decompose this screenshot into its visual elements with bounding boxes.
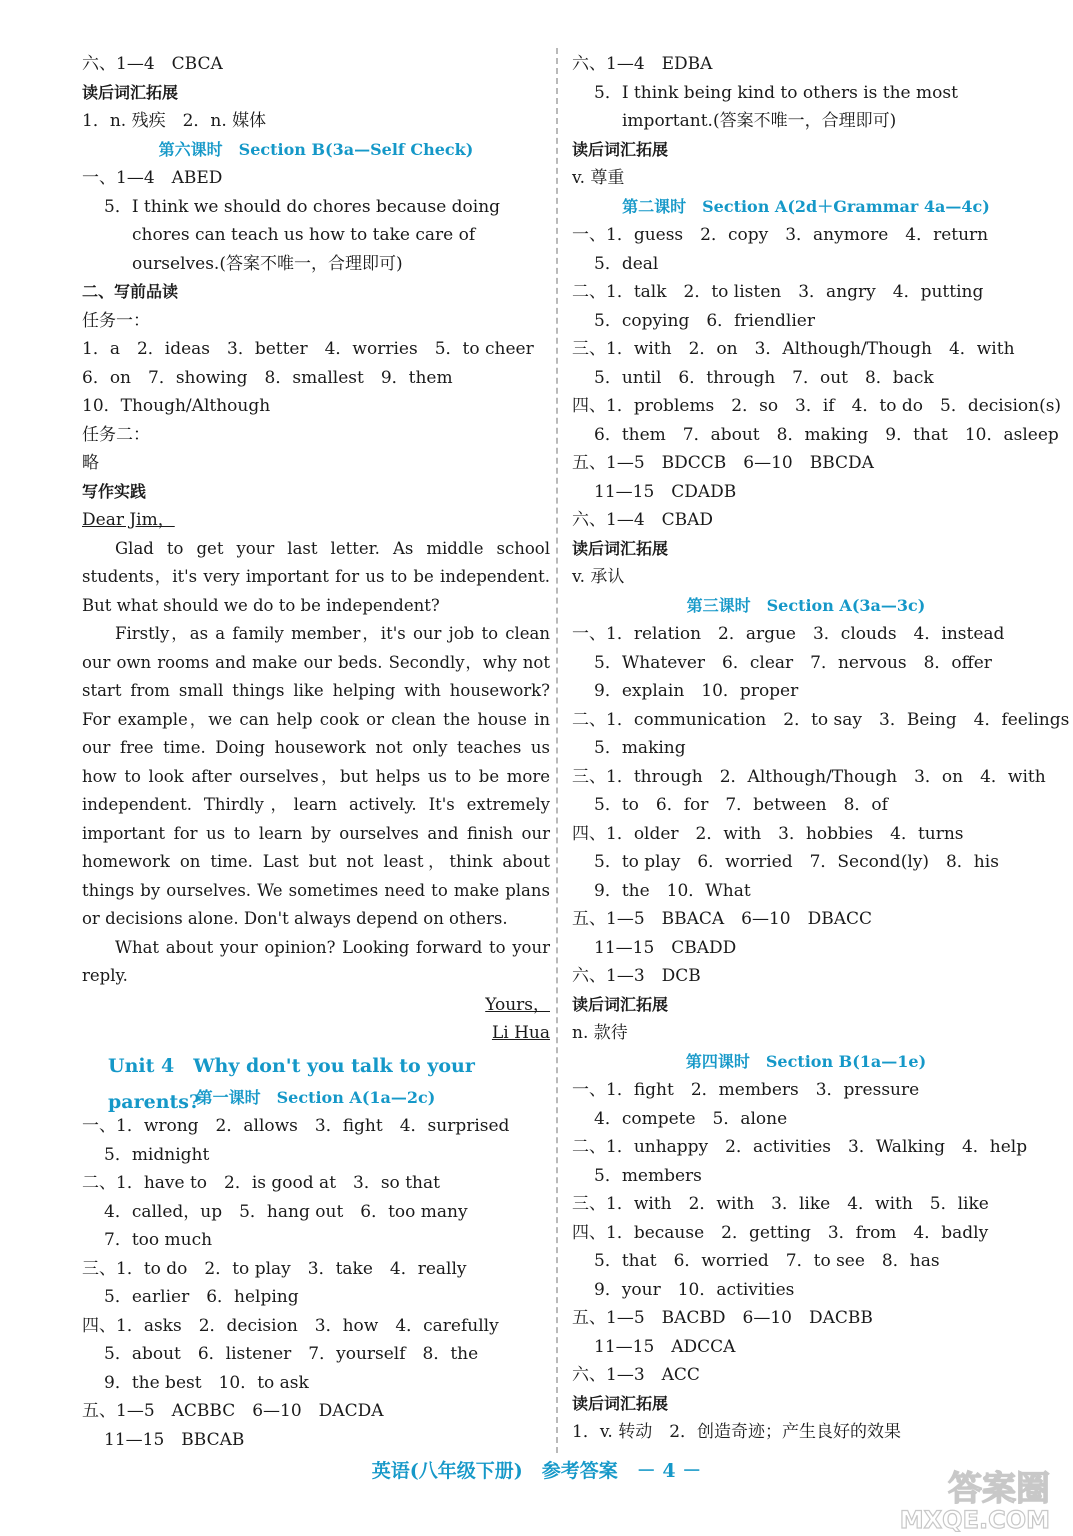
answer-line: 5．to 6．for 7．between 8．of [594, 795, 888, 815]
watermark-logo [855, 1462, 1055, 1532]
answer-line: 11—15 CBADD [594, 937, 737, 958]
answer-line: 四、1．problems 2．so 3．if 4．to do 5．decision(s) [572, 396, 1062, 416]
answer-line: 9．explain 10．proper [594, 681, 799, 701]
answer-line: 5．until 6．through 7．out 8．back [594, 367, 934, 388]
answer-line: 四、1．asks 2．decision 3．how 4．carefully [82, 1315, 499, 1336]
answer-line: 4．compete 5．alone [594, 1108, 788, 1129]
answer-line: 三、1．to do 2．to play 3．take 4．really [82, 1258, 467, 1279]
answer-line: chores can teach us how to take care of [132, 225, 476, 245]
answer-line: 任务一： [82, 310, 150, 331]
answer-line: 5．about 6．listener 7．yourself 8．the [104, 1344, 479, 1364]
answer-line: 一、1—4 ABED [82, 168, 223, 188]
answer-line: 7．too much [104, 1230, 213, 1250]
answer-line: 9．your 10．activities [594, 1279, 795, 1300]
section-heading: 读后词汇拓展 [572, 139, 669, 159]
letter-signature [82, 1019, 550, 1048]
answer-line: important.(答案不唯一，合理即可) [622, 111, 897, 131]
answer-line: ourselves.(答案不唯一，合理即可) [132, 253, 403, 274]
answer-line: 5．I think being kind to others is the most [594, 82, 958, 103]
lesson-heading: 第二课时 Section A(2d＋Grammar 4a—4c) [622, 196, 990, 216]
answer-line: 三、1．with 2．on 3．Although/Though 4．with [572, 339, 1015, 359]
answer-line: 11—15 ADCCA [594, 1336, 736, 1357]
lesson-heading: 第一课时 Section A(1a—2c) [196, 1087, 436, 1107]
lesson-heading: 第三课时 Section A(3a—3c) [686, 595, 926, 615]
answer-line: 三、1．with 2．with 3．like 4．with 5．like [572, 1194, 989, 1214]
answer-line: 一、1．guess 2．copy 3．anymore 4．return [572, 225, 989, 245]
section-heading: 写作实践 [82, 481, 147, 501]
answer-line: 五、1—5 ACBBC 6—10 DACDA [82, 1401, 384, 1421]
answer-line: 4．called，up 5．hang out 6．too many [104, 1201, 468, 1222]
answer-line: 一、1．fight 2．members 3．pressure [572, 1080, 920, 1100]
answer-line: 1．v. 转动 2．创造奇迹；产生良好的效果 [572, 1422, 902, 1442]
unit-title: Unit 4 Why don't you talk to your parents? [108, 1054, 475, 1113]
answer-line: 略 [82, 453, 99, 473]
answer-line: 5．earlier 6．helping [104, 1287, 299, 1307]
answer-line: 六、1—4 EDBA [572, 54, 713, 74]
answer-line: 5．I think we should do chores because doing [104, 196, 501, 217]
closing-word: Yours， [485, 994, 550, 1015]
left-column [82, 50, 550, 1454]
answer-line: 六、1—3 ACC [572, 1365, 700, 1385]
lesson-heading: 第四课时 Section B(1a—1e) [685, 1051, 927, 1071]
answer-line: 二、1．communication 2．to say 3．Being 4．feelings [572, 709, 1070, 730]
answer-line: 11—15 BBCAB [104, 1429, 245, 1450]
answer-line: 一、1．wrong 2．allows 3．fight 4．surprised [82, 1116, 510, 1136]
answer-line: 11—15 CDADB [594, 481, 737, 502]
section-heading: 读后词汇拓展 [572, 994, 669, 1014]
answer-line: 5．midnight [104, 1144, 210, 1165]
letter-salutation: Dear Jim， [82, 510, 175, 530]
answer-line: 三、1．through 2．Although/Though 3．on 4．with [572, 766, 1046, 787]
answer-line: 1．n. 残疾 2．n. 媒体 [82, 111, 267, 131]
column-divider [556, 48, 558, 1453]
letter-paragraph: Glad to get your last letter. As middle school students，it's very important for us to be independent. But what should we do to be independent? [82, 538, 550, 615]
answer-line: 5．making [594, 738, 686, 758]
answer-line: 5．to play 6．worried 7．Second(ly) 8．his [594, 852, 999, 872]
answer-line: 一、1．relation 2．argue 3．clouds 4．instead [572, 624, 1005, 644]
answer-line: 六、1—3 DCB [572, 966, 701, 986]
answer-line: 6．them 7．about 8．making 9．that 10．asleep [594, 424, 1059, 445]
answer-line: 1．a 2．ideas 3．better 4．worries 5．to cheer [82, 339, 534, 359]
section-heading: 读后词汇拓展 [572, 1393, 669, 1413]
answer-line: v. 尊重 [572, 168, 625, 188]
letter-closing [82, 991, 550, 1020]
answer-line: v. 承认 [572, 567, 625, 587]
answer-line: 二、1．have to 2．is good at 3．so that [82, 1173, 440, 1193]
signature-name: Li Hua [491, 1023, 550, 1043]
watermark-top-text: 答案圈 [948, 1469, 1050, 1509]
answer-line: 六、1—4 CBAD [572, 510, 714, 530]
section-heading: 二、写前品读 [82, 282, 179, 301]
watermark-bottom-text: MXQE.COM [899, 1506, 1050, 1532]
lesson-heading: 第六课时 Section B(3a—Self Check) [158, 139, 474, 159]
right-column [572, 50, 1070, 1447]
answer-line: 5．that 6．worried 7．to see 8．has [594, 1251, 940, 1271]
letter-paragraph: What about your opinion? Looking forward to your reply. [82, 937, 550, 985]
answer-line: 五、1—5 BDCCB 6—10 BBCDA [572, 453, 874, 473]
answer-line: 六、1—4 CBCA [82, 54, 223, 74]
section-heading: 读后词汇拓展 [572, 538, 669, 558]
answer-line: 任务二： [82, 424, 150, 445]
answer-line: 5．Whatever 6．clear 7．nervous 8．offer [594, 652, 992, 673]
page-footer: 英语(八年级下册) 参考答案 － 4 － [371, 1460, 702, 1482]
answer-line: 5．members [594, 1165, 702, 1186]
answer-line: 10．Though/Although [82, 396, 271, 416]
section-heading: 读后词汇拓展 [82, 82, 179, 102]
answer-line: 6．on 7．showing 8．smallest 9．them [82, 367, 453, 388]
answer-line: 5．deal [594, 253, 659, 274]
answer-line: 二、1．unhappy 2．activities 3．Walking 4．help [572, 1137, 1028, 1157]
answer-line: 四、1．older 2．with 3．hobbies 4．turns [572, 823, 964, 844]
answer-line: 四、1．because 2．getting 3．from 4．badly [572, 1222, 989, 1243]
answer-line: 五、1—5 BACBD 6—10 DACBB [572, 1308, 873, 1328]
letter-paragraph: Firstly，as a family member，it's our job to clean our own rooms and make our beds. Secondly，why not start from small things like helping with housework? For example，we can help cook or clean the house in our free time. Doing housework not only teaches us how to look after ourselves，but helps us to be more independent. Thirdly，learn actively. It's extremely important for us to learn by ourselves and finish our homework on time. Last but not least，think about things by ourselves. We sometimes need to make plans or decisions alone. Don't always depend on others. [82, 624, 550, 928]
answer-line: 9．the 10．What [594, 880, 751, 901]
answer-line: 五、1—5 BBACA 6—10 DBACC [572, 909, 873, 929]
answer-line: 9．the best 10．to ask [104, 1372, 309, 1393]
answer-line: n. 款待 [572, 1023, 628, 1043]
answer-line: 5．copying 6．friendlier [594, 310, 815, 331]
answer-line: 二、1．talk 2．to listen 3．angry 4．putting [572, 282, 984, 302]
